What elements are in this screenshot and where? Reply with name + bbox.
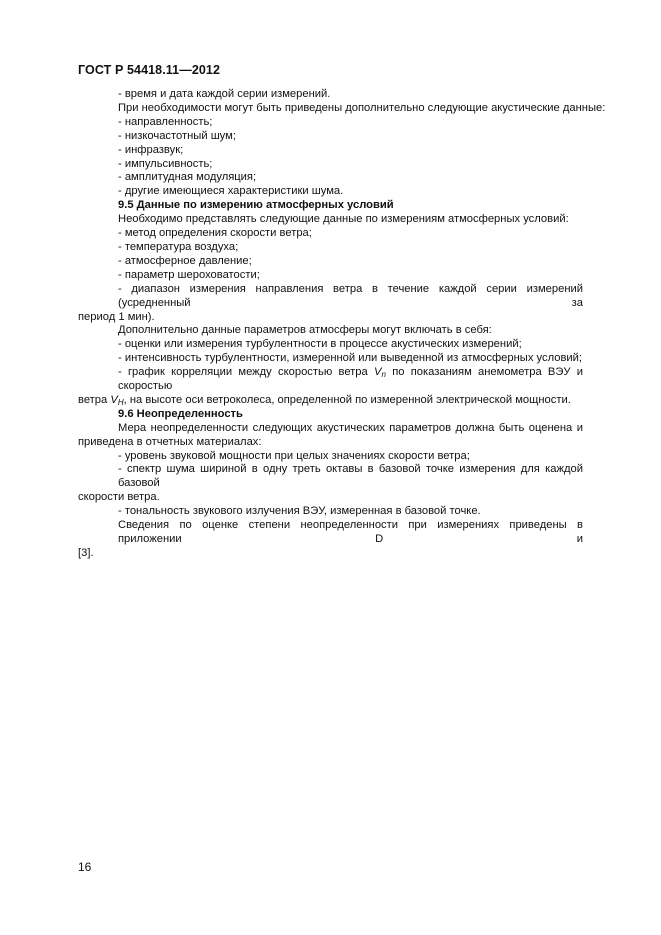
text-run: по показаниям анемометра ВЭУ и скоростью [118, 366, 584, 393]
document-body [78, 88, 606, 561]
text-run: V [374, 366, 382, 379]
list-item-continuation: скорости ветра. [78, 491, 160, 504]
list-item: - параметр шероховатости; [118, 268, 260, 281]
subscript: n [381, 370, 386, 380]
text-run: ветра [78, 393, 108, 406]
paragraph: Мера неопределенности следующих акустических параметров должна быть оценена и [118, 421, 583, 434]
list-item: - тональность звукового излучения ВЭУ, измеренная в базовой точке. [118, 505, 481, 518]
page-number: 16 [78, 860, 92, 874]
paragraph: Необходимо представлять следующие данные по измерениям атмосферных условий: [118, 213, 569, 226]
text-run: - график корреляции между скоростью ветра [118, 366, 368, 379]
paragraph-continuation: приведена в отчетных материалах: [78, 435, 262, 448]
list-item [78, 366, 583, 394]
list-item: - интенсивность турбулентности, измеренной или выведенной из атмосферных условий; [118, 352, 583, 365]
list-item: - уровень звуковой мощности при целых значениях скорости ветра; [118, 449, 470, 462]
list-item: - оценки или измерения турбулентности в процессе акустических измерений; [118, 338, 522, 351]
paragraph: Дополнительно данные параметров атмосферы могут включать в себя: [118, 324, 492, 337]
wind-speed-symbol [110, 394, 123, 406]
section-heading-9-5: 9.5 Данные по измерению атмосферных условий [118, 199, 394, 212]
text-run: , на высоте оси ветроколеса, определенной по измеренной электрической мощности. [123, 393, 571, 406]
text-run: V [110, 393, 118, 406]
list-item: - атмосферное давление; [118, 254, 252, 267]
list-item: - направленность; [118, 115, 213, 128]
list-item: - метод определения скорости ветра; [118, 227, 312, 240]
paragraph: Сведения по оценке степени неопределенности при измерениях приведены в приложении D и [118, 519, 583, 545]
paragraph-continuation: [3]. [78, 546, 94, 559]
paragraph: При необходимости могут быть приведены дополнительно следующие акустические данные: [118, 101, 606, 114]
list-item-continuation: период 1 мин). [78, 310, 155, 323]
list-item-continuation [78, 394, 583, 408]
list-item: - импульсивность; [118, 157, 213, 170]
subscript: H [117, 397, 124, 407]
list-item: - температура воздуха; [118, 240, 239, 253]
list-item: - спектр шума шириной в одну треть октавы в базовой точке измерения для каждой базовой [118, 463, 583, 490]
list-item: - диапазон измерения направления ветра в течение каждой серии измерений (усредненный за [118, 282, 583, 309]
list-item: - низкочастотный шум; [118, 129, 236, 142]
document-header: ГОСТ Р 54418.11—2012 [78, 63, 221, 77]
list-item: - инфразвук; [118, 143, 184, 156]
list-item: - амплитудная модуляция; [118, 171, 257, 184]
section-heading-9-6: 9.6 Неопределенность [118, 407, 243, 420]
list-item: - время и дата каждой серии измерений. [118, 88, 331, 100]
list-item: - другие имеющиеся характеристики шума. [118, 185, 344, 198]
wind-speed-symbol [374, 366, 386, 378]
